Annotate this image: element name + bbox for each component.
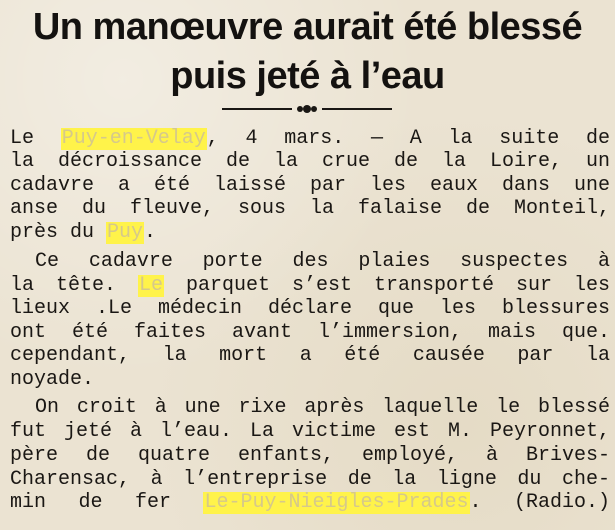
article-line	[10, 369, 610, 391]
highlighted-place-name: Puy	[107, 222, 144, 244]
article-line	[10, 298, 610, 320]
article-text: fut jeté à l’eau. La victime est M. Peyronnet,	[10, 421, 610, 443]
article-text: anse du fleuve, sous la falaise de Monteil,	[10, 198, 610, 220]
article-line	[10, 469, 610, 491]
article-text: . (Radio.)	[469, 492, 610, 514]
article-line	[10, 222, 610, 244]
article-line	[35, 251, 610, 273]
article-text: Le	[10, 128, 61, 150]
article-text: lieux .Le médecin déclare que les blessures	[10, 298, 610, 320]
article-line	[10, 492, 610, 514]
decorative-rule	[222, 104, 392, 114]
article-text: Charensac, à l’entreprise de la ligne du che-	[10, 469, 610, 491]
article-text: .	[144, 222, 157, 244]
article-text: la décroissance de la crue de la Loire, un	[10, 151, 610, 173]
article-line	[10, 198, 610, 220]
article-text: min de fer	[10, 492, 204, 514]
headline-line-2: puis jeté à l’eau	[170, 55, 445, 97]
article-text: cependant, la mort a été causée par la	[10, 345, 610, 367]
article-line	[10, 421, 610, 443]
article-text: parquet s’est transporté sur les	[164, 275, 610, 297]
article-line	[10, 128, 610, 150]
headline-line-1: Un manœuvre aurait été blessé	[32, 6, 583, 48]
article-text: la tête.	[10, 275, 138, 297]
article-text: père de quatre enfants, employé, à Brives-	[10, 445, 610, 467]
article-line	[10, 275, 610, 297]
article-line	[10, 175, 610, 197]
article-text: ont été faites avant l’immersion, mais que.	[10, 322, 610, 344]
article-text: noyade.	[10, 369, 95, 391]
article-line	[35, 397, 610, 419]
article-text: , 4 mars. — A la suite de	[206, 128, 610, 150]
article-text: cadavre a été laissé par les eaux dans une	[10, 175, 610, 197]
highlighted-place-name: Le-Puy-Nieigles-Prades	[204, 492, 469, 514]
highlighted-place-name: Puy-en-Velay	[61, 128, 206, 150]
article-line	[10, 345, 610, 367]
highlighted-place-name: Le	[138, 275, 163, 297]
article-line	[10, 445, 610, 467]
article-line	[10, 322, 610, 344]
article-text: Ce cadavre porte des plaies suspectes à	[35, 251, 610, 273]
article-line	[10, 151, 610, 173]
article-text: près du	[10, 222, 107, 244]
article-text: On croit à une rixe après laquelle le blessé	[35, 397, 610, 419]
